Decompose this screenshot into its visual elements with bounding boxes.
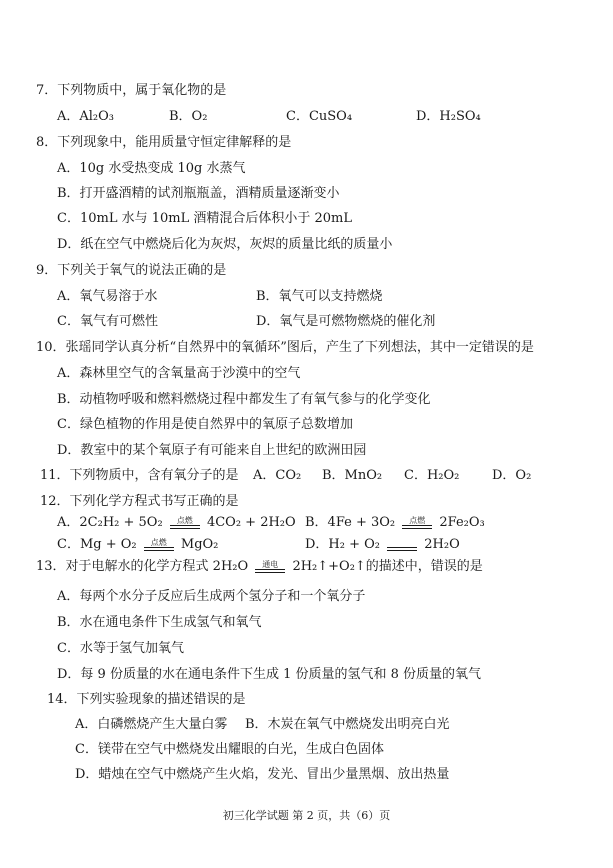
q8-option-a: A．10g 水受热变成 10g 水蒸气 xyxy=(57,161,246,176)
q12-option-c-condition: 点燃 xyxy=(150,537,167,547)
q11-title: 11．下列物质中，含有氧分子的是 xyxy=(40,468,239,483)
q12-option-a-products: 4CO₂ + 2H₂O xyxy=(206,515,296,530)
q7-option-d: D．H₂SO₄ xyxy=(416,109,481,124)
q10-option-a: A．森林里空气的含氧量高于沙漠中的空气 xyxy=(57,366,301,381)
q7-option-c: C．CuSO₄ xyxy=(286,109,353,124)
q8-title: 8．下列现象中，能用质量守恒定律解释的是 xyxy=(36,135,292,150)
q13-option-d: D．每 9 份质量的水在通电条件下生成 1 份质量的氢气和 8 份质量的氧气 xyxy=(57,667,482,682)
q13-electrolysis-arrow xyxy=(255,561,285,573)
q7-option-a: A．Al₂O₃ xyxy=(57,109,115,124)
q11-option-c: C．H₂O₂ xyxy=(404,468,460,483)
q8-option-c: C．10mL 水与 10mL 酒精混合后体积小于 20mL xyxy=(57,211,352,226)
q12-option-c-products: MgO₂ xyxy=(180,537,219,552)
q8-option-d: D．纸在空气中燃烧后化为灰烬，灰烬的质量比纸的质量小 xyxy=(57,237,393,252)
q12-option-c-arrow xyxy=(144,539,174,551)
equals-sign-icon xyxy=(144,547,174,551)
q9-option-c: C．氧气有可燃性 xyxy=(57,314,158,329)
q12-option-b-reactants: B．4Fe + 3O₂ xyxy=(305,515,396,530)
q7-option-b: B．O₂ xyxy=(169,109,208,124)
q11-option-a: A．CO₂ xyxy=(253,468,302,483)
q12-option-a-condition: 点燃 xyxy=(176,515,193,525)
q14-option-d: D．蜡烛在空气中燃烧产生火焰，发光、冒出少量黑烟、放出热量 xyxy=(75,767,450,782)
q9-option-b: B．氧气可以支持燃烧 xyxy=(256,289,383,304)
q12-option-a-reactants: A．2C₂H₂ + 5O₂ xyxy=(57,515,163,530)
q12-option-b-arrow xyxy=(402,517,432,529)
q13-condition: 通电 xyxy=(262,559,279,569)
q13-title-right: 2H₂↑+O₂↑的描述中，错误的是 xyxy=(292,559,483,574)
q8-option-b: B．打开盛酒精的试剂瓶瓶盖，酒精质量逐渐变小 xyxy=(57,186,340,201)
q9-option-a: A．氧气易溶于水 xyxy=(57,289,158,304)
q12-option-d-reactants: D．H₂ + O₂ xyxy=(305,537,380,552)
q14-title: 14．下列实验现象的描述错误的是 xyxy=(47,692,246,707)
q11-option-d: D．O₂ xyxy=(492,468,532,483)
equals-sign-icon xyxy=(170,525,200,529)
q14-option-a: A．白磷燃烧产生大量白雾 xyxy=(75,717,228,732)
equals-sign-icon xyxy=(255,569,285,573)
q13-option-a: A．每两个水分子反应后生成两个氢分子和一个氧分子 xyxy=(57,589,366,604)
q12-option-d-arrow xyxy=(387,539,417,551)
q12-option-a-arrow xyxy=(170,517,200,529)
q13-option-b: B．水在通电条件下生成氢气和氧气 xyxy=(57,615,262,630)
q12-option-b-products: 2Fe₂O₃ xyxy=(439,515,485,530)
q13-title-left: 13．对于电解水的化学方程式 2H₂O xyxy=(36,559,249,574)
q10-option-c: C．绿色植物的作用是使自然界中的氧原子总数增加 xyxy=(57,417,353,432)
q9-title: 9．下列关于氧气的说法正确的是 xyxy=(36,263,227,278)
q13-title xyxy=(36,560,483,573)
q12-option-d-products: 2H₂O xyxy=(424,537,460,552)
q12-option-c-reactants: C．Mg + O₂ xyxy=(57,537,137,552)
q12-option-b-condition: 点燃 xyxy=(409,515,426,525)
q7-title: 7．下列物质中，属于氧化物的是 xyxy=(36,83,227,98)
page-footer: 初三化学试题 第 2 页，共（6）页 xyxy=(222,809,391,822)
q12-option-c xyxy=(57,538,218,551)
q13-option-c: C．水等于氢气加氧气 xyxy=(57,641,184,656)
q12-title: 12．下列化学方程式书写正确的是 xyxy=(40,494,239,509)
q9-option-d: D．氧气是可燃物燃烧的催化剂 xyxy=(256,314,436,329)
q14-option-c: C．镁带在空气中燃烧发出耀眼的白光，生成白色固体 xyxy=(75,742,384,757)
q12-option-b xyxy=(305,516,485,529)
q10-option-b: B．动植物呼吸和燃料燃烧过程中都发生了有氧气参与的化学变化 xyxy=(57,392,431,407)
q10-option-d: D．教室中的某个氧原子有可能来自上世纪的欧洲田园 xyxy=(57,443,367,458)
equals-sign-icon xyxy=(387,547,417,551)
q14-option-b: B．木炭在氧气中燃烧发出明亮白光 xyxy=(245,717,450,732)
q11-option-b: B．MnO₂ xyxy=(322,468,383,483)
q12-option-d xyxy=(305,538,460,551)
equals-sign-icon xyxy=(402,525,432,529)
q10-title: 10．张瑶同学认真分析“自然界中的氧循环”图后，产生了下列想法，其中一定错误的是 xyxy=(36,340,534,355)
q12-option-a xyxy=(57,516,296,529)
